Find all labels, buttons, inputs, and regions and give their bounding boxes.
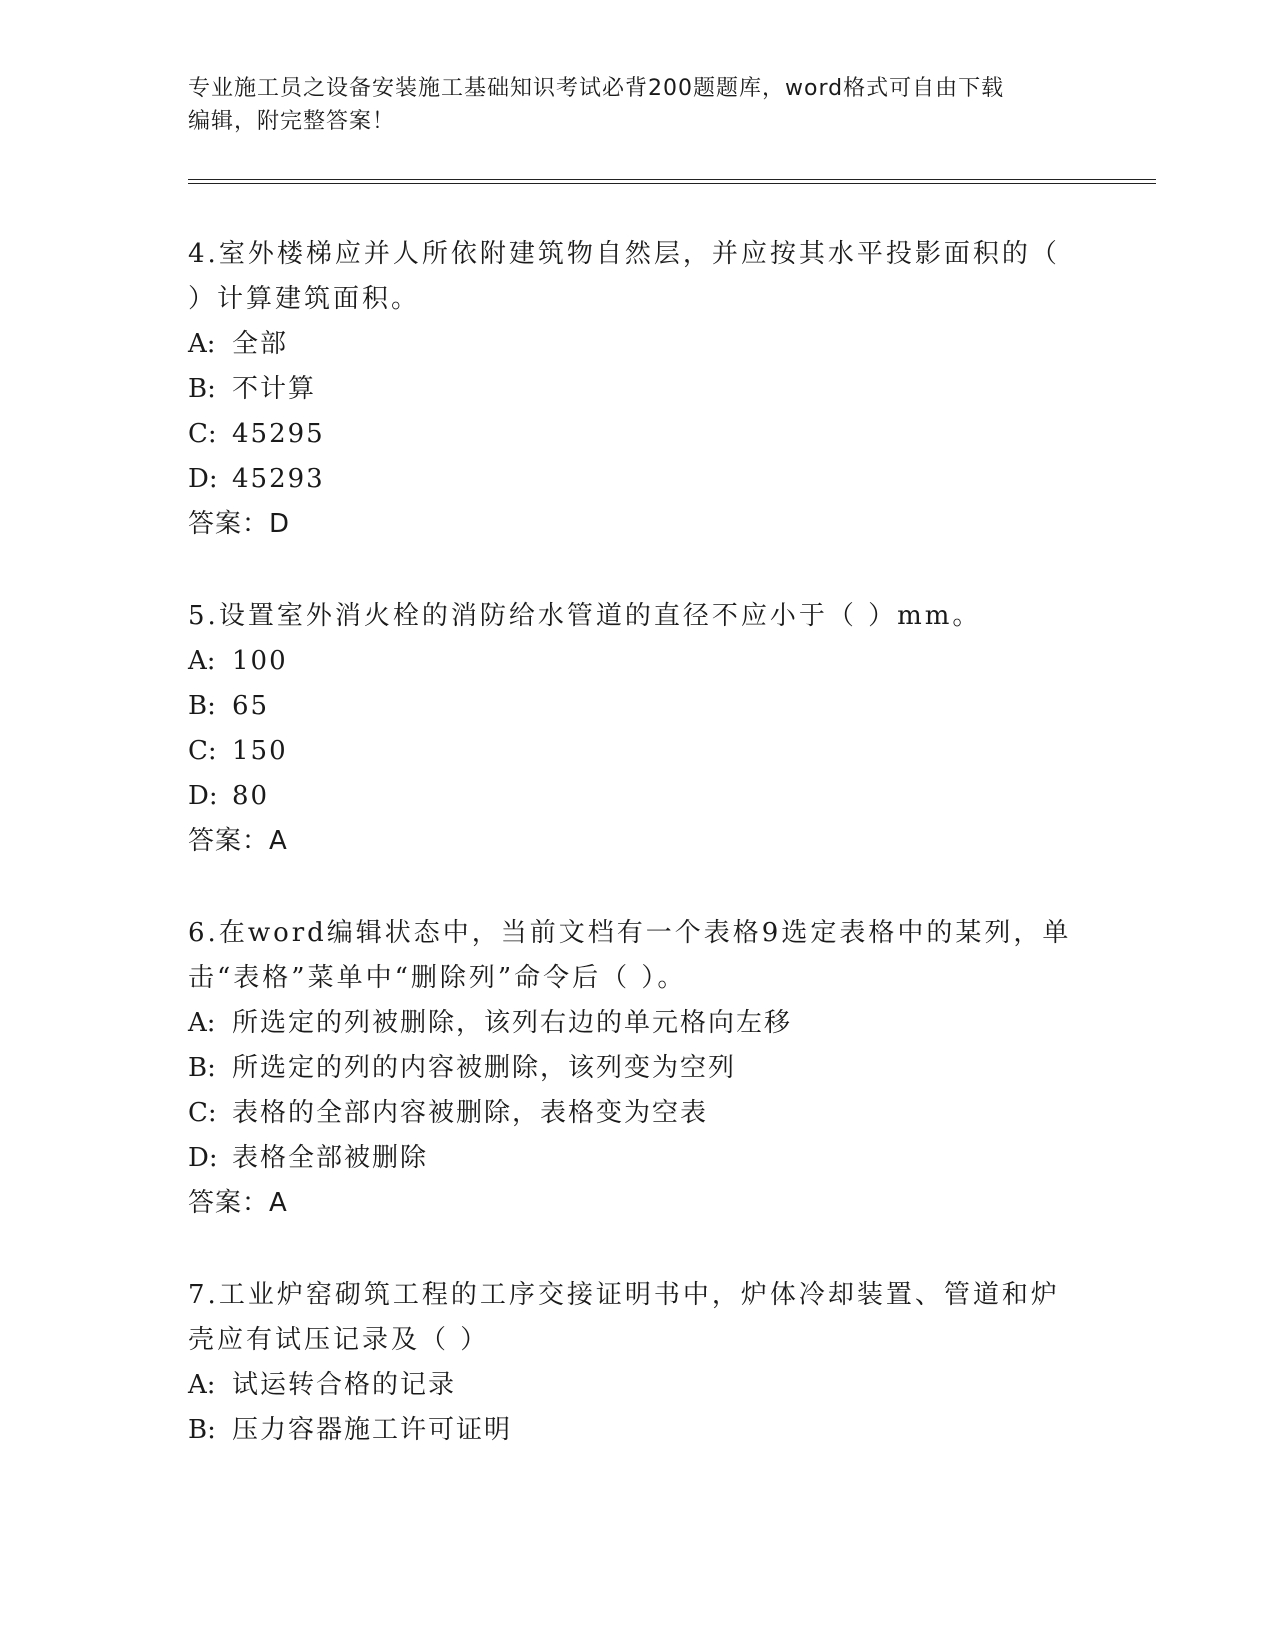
option-text: 45293	[232, 464, 325, 494]
option-d	[188, 457, 1088, 502]
option-a	[188, 322, 1088, 367]
option-letter: C:	[188, 736, 217, 766]
question-text-line-2: ）计算建筑面积。	[188, 284, 421, 314]
question-text-line-1: 工业炉窑砌筑工程的工序交接证明书中，炉体冷却装置、管道和炉	[218, 1280, 1060, 1310]
option-c	[188, 1091, 1088, 1136]
option-b	[188, 684, 1088, 729]
option-text: 全部	[232, 329, 289, 359]
option-b	[188, 367, 1088, 412]
option-letter: B:	[188, 1053, 216, 1083]
header-line-1: 专业施工员之设备安装施工基础知识考试必背200题题库，word格式可自由下载	[188, 76, 1005, 101]
answer-line: 答案：D	[188, 509, 291, 539]
question-text-line-1: 设置室外消火栓的消防给水管道的直径不应小于（ ）mm。	[218, 601, 982, 631]
question-text-line-1: 在word编辑状态中，当前文档有一个表格9选定表格中的某列，单	[218, 918, 1072, 948]
header-divider-bottom	[188, 183, 1156, 184]
answer-line: 答案：A	[188, 826, 288, 856]
question-number: 5.	[188, 601, 219, 631]
option-b	[188, 1046, 1088, 1091]
option-text: 表格的全部内容被删除，表格变为空表	[232, 1098, 709, 1128]
option-text: 所选定的列被删除，该列右边的单元格向左移	[232, 1008, 793, 1038]
option-letter: C:	[188, 1098, 217, 1128]
question-4	[188, 232, 1088, 547]
option-a	[188, 639, 1088, 684]
option-b	[188, 1408, 1088, 1453]
option-letter: A:	[188, 1370, 216, 1400]
option-a	[188, 1001, 1088, 1046]
option-letter: D:	[188, 464, 218, 494]
question-stem	[188, 911, 1088, 1001]
question-stem	[188, 594, 1088, 639]
question-text-line-1: 室外楼梯应并人所依附建筑物自然层，并应按其水平投影面积的（	[218, 239, 1060, 269]
option-text: 试运转合格的记录	[232, 1370, 457, 1400]
document-header	[188, 72, 1088, 138]
question-stem	[188, 232, 1088, 322]
option-letter: B:	[188, 374, 216, 404]
header-line-2: 编辑，附完整答案！	[188, 109, 396, 134]
question-number: 7.	[188, 1280, 219, 1310]
question-text-line-2: 击“表格”菜单中“删除列”命令后（ ）。	[188, 963, 687, 993]
option-letter: D:	[188, 1143, 218, 1173]
option-a	[188, 1363, 1088, 1408]
question-stem	[188, 1273, 1088, 1363]
question-5	[188, 594, 1088, 864]
option-text: 65	[232, 691, 270, 721]
option-d	[188, 774, 1088, 819]
question-6	[188, 911, 1088, 1226]
question-7	[188, 1273, 1088, 1453]
option-letter: A:	[188, 329, 216, 359]
option-text: 45295	[232, 419, 325, 449]
option-letter: A:	[188, 1008, 216, 1038]
option-letter: B:	[188, 691, 216, 721]
option-letter: B:	[188, 1415, 216, 1445]
option-c	[188, 729, 1088, 774]
option-c	[188, 412, 1088, 457]
header-divider-top	[188, 179, 1156, 180]
option-text: 所选定的列的内容被删除，该列变为空列	[232, 1053, 737, 1083]
question-number: 4.	[188, 239, 219, 269]
question-list	[188, 232, 1088, 1500]
option-text: 150	[232, 736, 288, 766]
answer-line: 答案：A	[188, 1188, 288, 1218]
option-text: 压力容器施工许可证明	[232, 1415, 513, 1445]
option-d	[188, 1136, 1088, 1181]
option-text: 100	[232, 646, 288, 676]
option-letter: D:	[188, 781, 218, 811]
option-text: 不计算	[232, 374, 317, 404]
question-number: 6.	[188, 918, 219, 948]
option-letter: A:	[188, 646, 216, 676]
option-text: 表格全部被删除	[232, 1143, 429, 1173]
option-text: 80	[232, 781, 270, 811]
option-letter: C:	[188, 419, 217, 449]
question-text-line-2: 壳应有试压记录及（ ）	[188, 1325, 490, 1355]
